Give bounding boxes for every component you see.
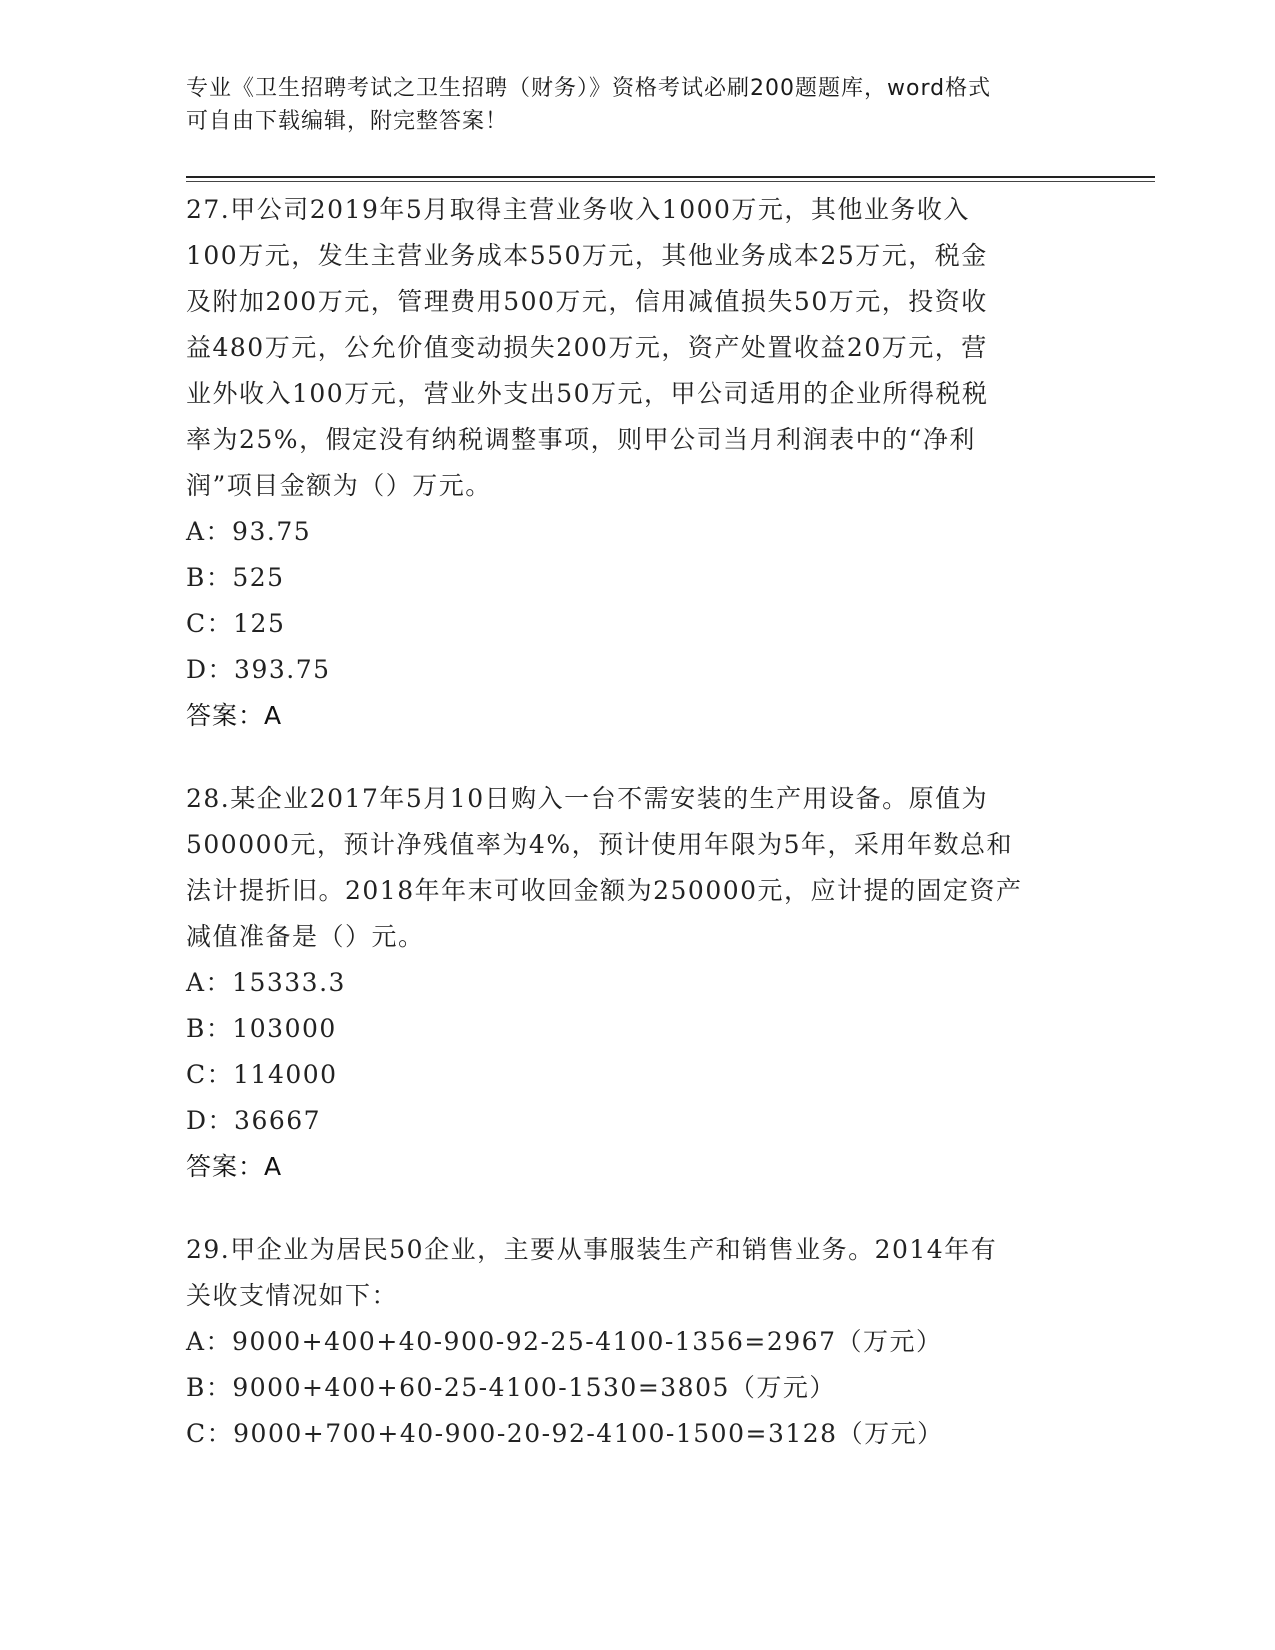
question-text-line: 率为25%，假定没有纳税调整事项，则甲公司当月利润表中的“净利 xyxy=(186,425,976,454)
option-b: B：525 xyxy=(186,563,285,592)
option-a: A：15333.3 xyxy=(186,968,346,997)
question-text-line: 100万元，发生主营业务成本550万元，其他业务成本25万元，税金 xyxy=(186,241,988,270)
question-28 xyxy=(186,776,1086,1190)
question-27 xyxy=(186,187,1086,739)
option-a: A：93.75 xyxy=(186,517,312,546)
question-text-line: 润”项目金额为（）万元。 xyxy=(186,471,492,500)
header-divider-thin xyxy=(186,181,1155,182)
document-header xyxy=(186,72,1086,138)
header-divider-thick xyxy=(186,176,1155,178)
question-text-line: 业外收入100万元，营业外支出50万元，甲公司适用的企业所得税税 xyxy=(186,379,989,408)
answer-label: 答案：A xyxy=(186,1152,283,1181)
question-text-line: 法计提折旧。2018年年末可收回金额为250000元，应计提的固定资产 xyxy=(186,876,1023,905)
option-d: D：36667 xyxy=(186,1106,322,1135)
option-c: C：9000+700+40-900-20-92-4100-1500=3128（万元） xyxy=(186,1419,944,1448)
option-b: B：103000 xyxy=(186,1014,337,1043)
question-text-line: 关收支情况如下： xyxy=(186,1281,399,1310)
option-d: D：393.75 xyxy=(186,655,331,684)
question-text-line: 减值准备是（）元。 xyxy=(186,922,425,951)
option-c: C：125 xyxy=(186,609,286,638)
question-text-line: 及附加200万元，管理费用500万元，信用减值损失50万元，投资收 xyxy=(186,287,988,316)
question-text-line: 28.某企业2017年5月10日购入一台不需安装的生产用设备。原值为 xyxy=(186,784,989,813)
option-c: C：114000 xyxy=(186,1060,338,1089)
question-text-line: 益480万元，公允价值变动损失200万元，资产处置收益20万元，营 xyxy=(186,333,988,362)
question-text-line: 27.甲公司2019年5月取得主营业务收入1000万元，其他业务收入 xyxy=(186,195,970,224)
question-text-line: 29.甲企业为居民50企业，主要从事服装生产和销售业务。2014年有 xyxy=(186,1235,998,1264)
question-text-line: 500000元，预计净残值率为4%，预计使用年限为5年，采用年数总和 xyxy=(186,830,1014,859)
answer-label: 答案：A xyxy=(186,701,283,730)
header-line-2: 可自由下载编辑，附完整答案！ xyxy=(186,109,509,134)
option-a: A：9000+400+40-900-92-25-4100-1356=2967（万元） xyxy=(186,1327,943,1356)
header-line-1: 专业《卫生招聘考试之卫生招聘（财务）》资格考试必刷200题题库，word格式 xyxy=(186,76,992,101)
option-b: B：9000+400+60-25-4100-1530=3805（万元） xyxy=(186,1373,836,1402)
question-29 xyxy=(186,1227,1086,1457)
